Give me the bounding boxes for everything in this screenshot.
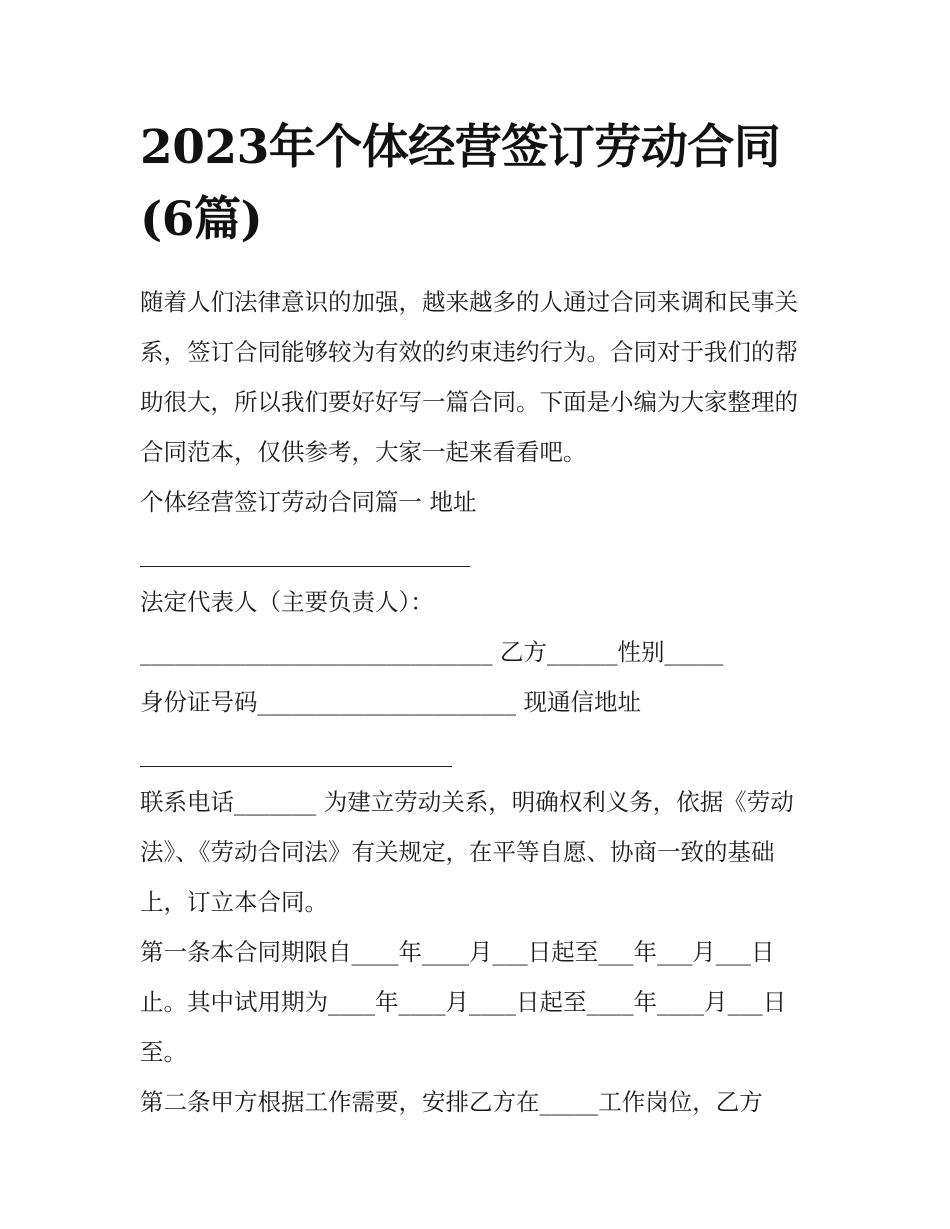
- address-blank-line: [140, 527, 815, 577]
- contact-phone-paragraph: 联系电话_______ 为建立劳动关系，明确权利义务，依据《劳动法》、《劳动合同法》有关规定，在平等自愿、协商一致的基础上，订立本合同。: [140, 788, 794, 916]
- title-line-1: 2023年个体经营签订劳动合同: [140, 120, 781, 175]
- document-title: [140, 112, 840, 256]
- blank-underline: [140, 766, 452, 767]
- current-address-blank-line: [140, 727, 815, 777]
- intro-paragraph: 随着人们法律意识的加强，越来越多的人通过合同来调和民事关系，签订合同能够较为有效的约束违约行为。合同对于我们的帮助很大，所以我们要好好写一篇合同。下面是小编为大家整理的合同范本，仅供参考，大家一起来看看吧。: [140, 288, 798, 466]
- article-1-paragraph: 第一条本合同期限自____年____月___日起至___年___月___日止。其中试用期为____年____月____日起至____年____月___日至。: [140, 938, 787, 1066]
- title-line-2: (6篇): [140, 192, 263, 247]
- legal-representative-line: 法定代表人（主要负责人）：: [140, 588, 434, 616]
- document-body: [140, 277, 815, 1127]
- id-number-address-line: 身份证号码______________________ 现通信地址: [140, 688, 641, 716]
- section-heading-1: 个体经营签订劳动合同篇一 地址: [140, 488, 477, 516]
- article-2-paragraph: 第二条甲方根据工作需要，安排乙方在_____工作岗位，乙方: [140, 1088, 763, 1116]
- blank-underline: [140, 566, 470, 567]
- party-b-gender-line: ______________________________ 乙方______性别_____: [140, 638, 724, 666]
